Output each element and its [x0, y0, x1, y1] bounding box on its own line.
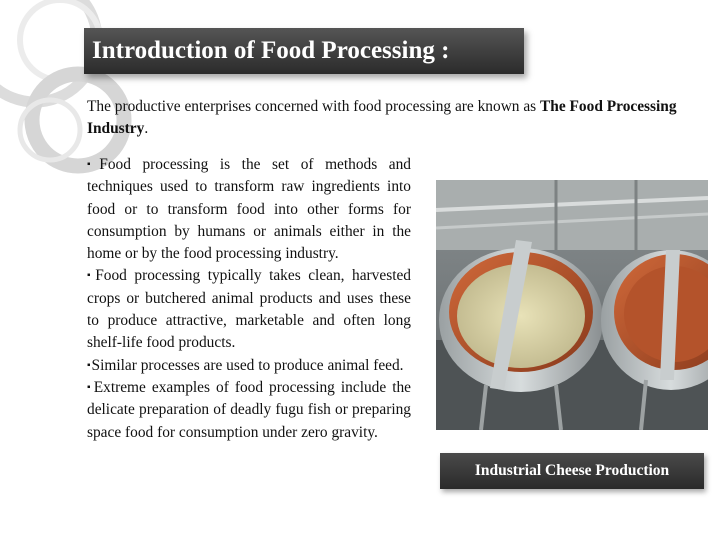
bullet-text: Food processing typically takes clean, harvested crops or butchered animal products and uses these to produce attractive, marketable and often long shelf-life food products.: [87, 267, 412, 352]
bullet-text: Similar processes are used to produce animal feed.: [91, 356, 404, 374]
intro-emphasis: The Food Processing Industry: [87, 98, 677, 137]
cheese-vats-illustration: [436, 180, 708, 430]
bullet-text: Food processing is the set of methods and techniques used to transform raw ingredients into food or to transform food into other forms for consumption by humans or animals either in the home or by the food processing industry.: [87, 156, 412, 263]
bullet-item: [87, 154, 411, 265]
bullet-text: Extreme examples of food processing include the delicate preparation of deadly fugu fish or preparing space food for consumption under zero gravity.: [87, 378, 412, 441]
cheese-vats-photo: [436, 180, 708, 430]
bullet-item: [87, 265, 411, 354]
bullet-list: [87, 154, 411, 444]
bullet-marker: ▪: [87, 159, 99, 170]
intro-paragraph: [87, 96, 677, 140]
intro-text: The productive enterprises concerned with food processing are known as: [87, 98, 541, 115]
bullet-marker: ▪: [87, 359, 91, 371]
bullet-item: [87, 355, 411, 377]
bullet-marker: ▪: [87, 270, 95, 282]
image-caption: Industrial Cheese Production: [440, 453, 704, 489]
bullet-item: [87, 377, 411, 444]
bullet-marker: ▪: [87, 381, 93, 393]
slide-title: Introduction of Food Processing :: [92, 37, 450, 64]
intro-end: .: [144, 120, 149, 137]
